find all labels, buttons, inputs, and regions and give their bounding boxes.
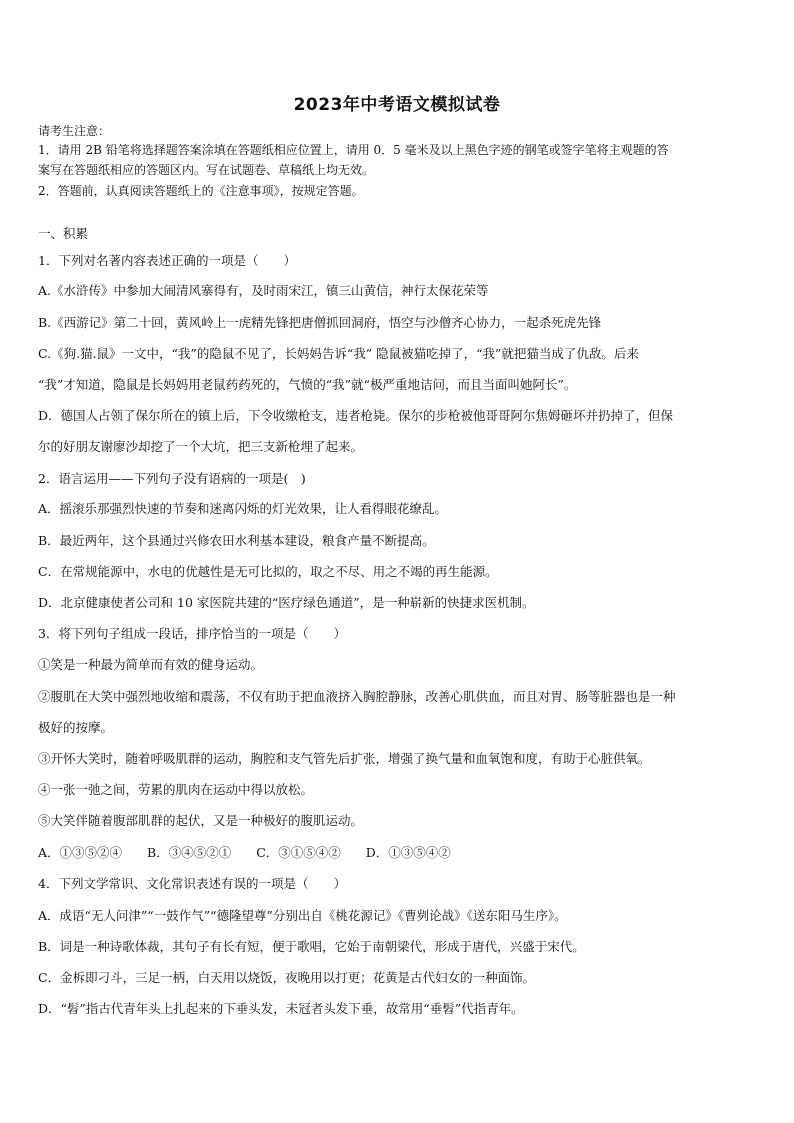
- q3-sentence-4: ④一张一弛之间，劳累的肌肉在运动中得以放松。: [38, 782, 314, 797]
- q3-sentence-3: ③开怀大笑时，随着呼吸肌群的运动，胸腔和支气管先后扩张，增强了换气量和血氧饱和度，有助于心脏供氧。: [38, 751, 651, 766]
- q3-sentence-5: ⑤大笑伴随着腹部肌群的起伏，又是一种极好的腹肌运动。: [38, 813, 364, 828]
- q3-stem: 3．将下列句子组成一段话，排序恰当的一项是（ ）: [38, 626, 346, 641]
- q1-stem: 1．下列对名著内容表述正确的一项是（ ）: [38, 253, 296, 268]
- q3-sentence-2-line2: 极好的按摩。: [38, 720, 114, 735]
- q3-sentence-2-line1: ②腹肌在大笑中强烈地收缩和震荡，不仅有助于把血液挤入胸腔静脉，改善心肌供血，而且对胃、肠等脏器也是一种: [38, 689, 676, 704]
- q4-option-a: A．成语“无人问津”“一鼓作气”“德隆望尊”分别出自《桃花源记》《曹刿论战》《送东阳马生序》。: [38, 908, 567, 923]
- notice-line-3: 2．答题前，认真阅读答题纸上的《注意事项》，按规定答题。: [38, 184, 364, 198]
- q1-option-c-line1: C.《狗.猫.鼠》一文中，“我”的隐鼠不见了，长妈妈告诉“我” 隐鼠被猫吃掉了，“我”就把猫当成了仇敌。后来: [38, 346, 639, 361]
- section-heading: 一、积累: [38, 226, 89, 241]
- notice-heading: 请考生注意：: [38, 124, 111, 138]
- q2-stem: 2．语言运用——下列句子没有语病的一项是( ): [38, 471, 306, 486]
- q1-option-c-line2: “我”才知道，隐鼠是长妈妈用老鼠药药死的，气愤的“我”就“极严重地诘问，而且当面叫她阿长”。: [38, 377, 577, 392]
- q1-option-b: B.《西游记》第二十回，黄风岭上一虎精先锋把唐僧抓回洞府，悟空与沙僧齐心协力，一起杀死虎先锋: [38, 315, 602, 330]
- q2-option-a: A．摇滚乐那强烈快速的节奏和迷离闪烁的灯光效果，让人看得眼花缭乱。: [38, 501, 448, 516]
- q4-option-d: D．“髫”指古代青年头上扎起来的下垂头发，未冠者头发下垂，故常用“垂髫”代指青年。: [38, 1001, 524, 1016]
- q1-option-d-line2: 尔的好朋友谢廖沙却挖了一个大坑，把三支新枪埋了起来。: [38, 439, 364, 454]
- exam-title: 2023年中考语文模拟试卷: [293, 95, 501, 115]
- q2-option-c: C．在常规能源中，水电的优越性是无可比拟的，取之不尽、用之不竭的再生能源。: [38, 564, 498, 579]
- q3-sentence-1: ①笑是一种最为简单而有效的健身运动。: [38, 657, 264, 672]
- q1-option-a: A.《水浒传》中参加大闹清风寨得有，及时雨宋江，镇三山黄信，神行太保花荣等: [38, 283, 489, 298]
- q1-option-d-line1: D．德国人占领了保尔所在的镇上后，下令收缴枪支，违者枪毙。保尔的步枪被他哥哥阿尔焦姆砸坏并扔掉了，但保: [38, 408, 674, 423]
- q2-option-d: D．北京健康使者公司和 10 家医院共建的“医疗绿色通道”，是一种崭新的快捷求医机制。: [38, 595, 535, 610]
- notice-line-1: 1．请用 2B 铅笔将选择题答案涂填在答题纸相应位置上，请用 0．5 毫米及以上黑色字迹的钢笔或签字笔将主观题的答: [38, 143, 669, 157]
- q4-stem: 4．下列文学常识、文化常识表述有误的一项是（ ）: [38, 876, 346, 891]
- q4-option-c: C．金柝即刁斗，三足一柄，白天用以烧饭，夜晚用以打更；花黄是古代妇女的一种面饰。: [38, 970, 536, 985]
- q3-options: A．①③⑤②④ B．③④⑤②① C．③①⑤④② D．①③⑤④②: [38, 845, 451, 860]
- notice-line-2: 案写在答题纸相应的答题区内。写在试题卷、草稿纸上均无效。: [38, 163, 375, 177]
- q4-option-b: B．词是一种诗歌体裁，其句子有长有短，便于歌唱，它始于南朝梁代，形成于唐代，兴盛于宋代。: [38, 939, 585, 954]
- q2-option-b: B．最近两年，这个县通过兴修农田水利基本建设，粮食产量不断提高。: [38, 533, 435, 548]
